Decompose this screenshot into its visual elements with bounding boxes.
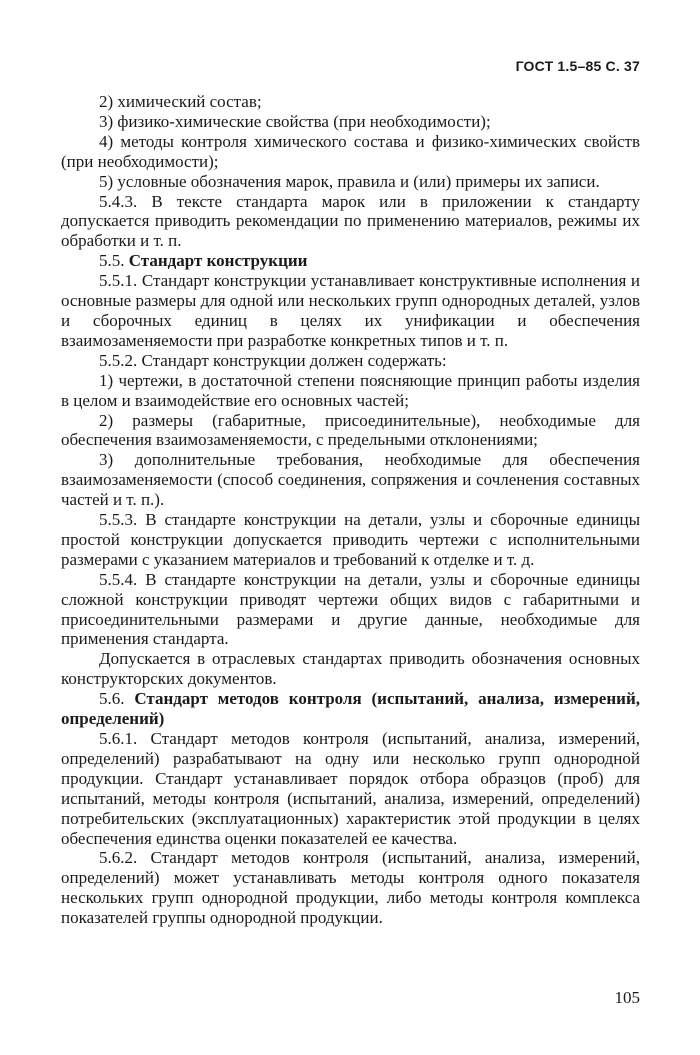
- paragraph: 5.5.3. В стандарте конструкции на детали, узлы и сборочные единицы простой конструкции допускается приводить чертежи с исполнительными размерами с указанием материалов и требований к отделке и т. д.: [61, 510, 640, 569]
- paragraph: 5) условные обозначения марок, правила и (или) примеры их записи.: [99, 171, 600, 191]
- section-number: 5.5.: [99, 251, 129, 271]
- paragraph: 5.6.2. Стандарт методов контроля (испытаний, анализа, измерений, определений) может устанавливать методы контроля одного показателя нескольких групп однородной продукции, либо методы контроля комплекса показателей группы однородной продукции.: [61, 848, 640, 928]
- paragraph: Допускается в отраслевых стандартах приводить обозначения основных конструкторских документов.: [61, 649, 640, 689]
- paragraph: 4) методы контроля химического состава и физико-химических свойств (при необходимости);: [61, 131, 640, 171]
- document-body: [61, 92, 640, 928]
- section-heading: [61, 689, 640, 729]
- paragraph: 3) физико-химические свойства (при необходимости);: [99, 111, 491, 131]
- paragraph: 5.5.4. В стандарте конструкции на детали, узлы и сборочные единицы сложной конструкции приводят чертежи общих видов с габаритными и присоединительными размерами и другие данные, необходимые для применения стандарта.: [61, 569, 640, 649]
- section-number: 5.6.: [99, 689, 135, 709]
- section-heading: [61, 251, 640, 271]
- paragraph: 5.4.3. В тексте стандарта марок или в приложении к стандарту допускается приводить рекомендации по применению материалов, режимы их обработки и т. п.: [61, 191, 640, 251]
- paragraph: 1) чертежи, в достаточной степени поясняющие принцип работы изделия в целом и взаимодействие его основных частей;: [61, 370, 640, 410]
- section-title: Стандарт конструкции: [128, 251, 308, 271]
- paragraph: 2) химический состав;: [99, 92, 262, 111]
- paragraph: 3) дополнительные требования, необходимые для обеспечения взаимозаменяемости (способ соединения, сопряжения и сочленения составных частей и т. п.).: [61, 450, 640, 510]
- section-title: Стандарт методов контроля (испытаний, анализа, измерений, определений): [61, 689, 640, 729]
- paragraph: 5.5.1. Стандарт конструкции устанавливает конструктивные исполнения и основные размеры для одной или нескольких групп однородных деталей, узлов и сборочных единиц в целях их унификации и обеспечения взаимозаменяемости при разработке конкретных типов и т. п.: [61, 271, 640, 350]
- page-header: ГОСТ 1.5–85 С. 37: [515, 58, 640, 74]
- paragraph: 2) размеры (габаритные, присоединительные), необходимые для обеспечения взаимозаменяемости, с предельными отклонениями;: [61, 410, 640, 450]
- paragraph: 5.6.1. Стандарт методов контроля (испытаний, анализа, измерений, определений) разрабатывают на одну или несколько групп однородной продукции. Стандарт устанавливает порядок отбора образцов (проб) для испытаний, методы контроля (испытаний, анализа, измерений, определений) потребительских (эксплуатационных) характеристик этой продукции в целях обеспечения единства оценки показателей ее качества.: [61, 729, 640, 848]
- paragraph: 5.5.2. Стандарт конструкции должен содержать:: [99, 350, 447, 370]
- page-number: 105: [614, 988, 640, 1007]
